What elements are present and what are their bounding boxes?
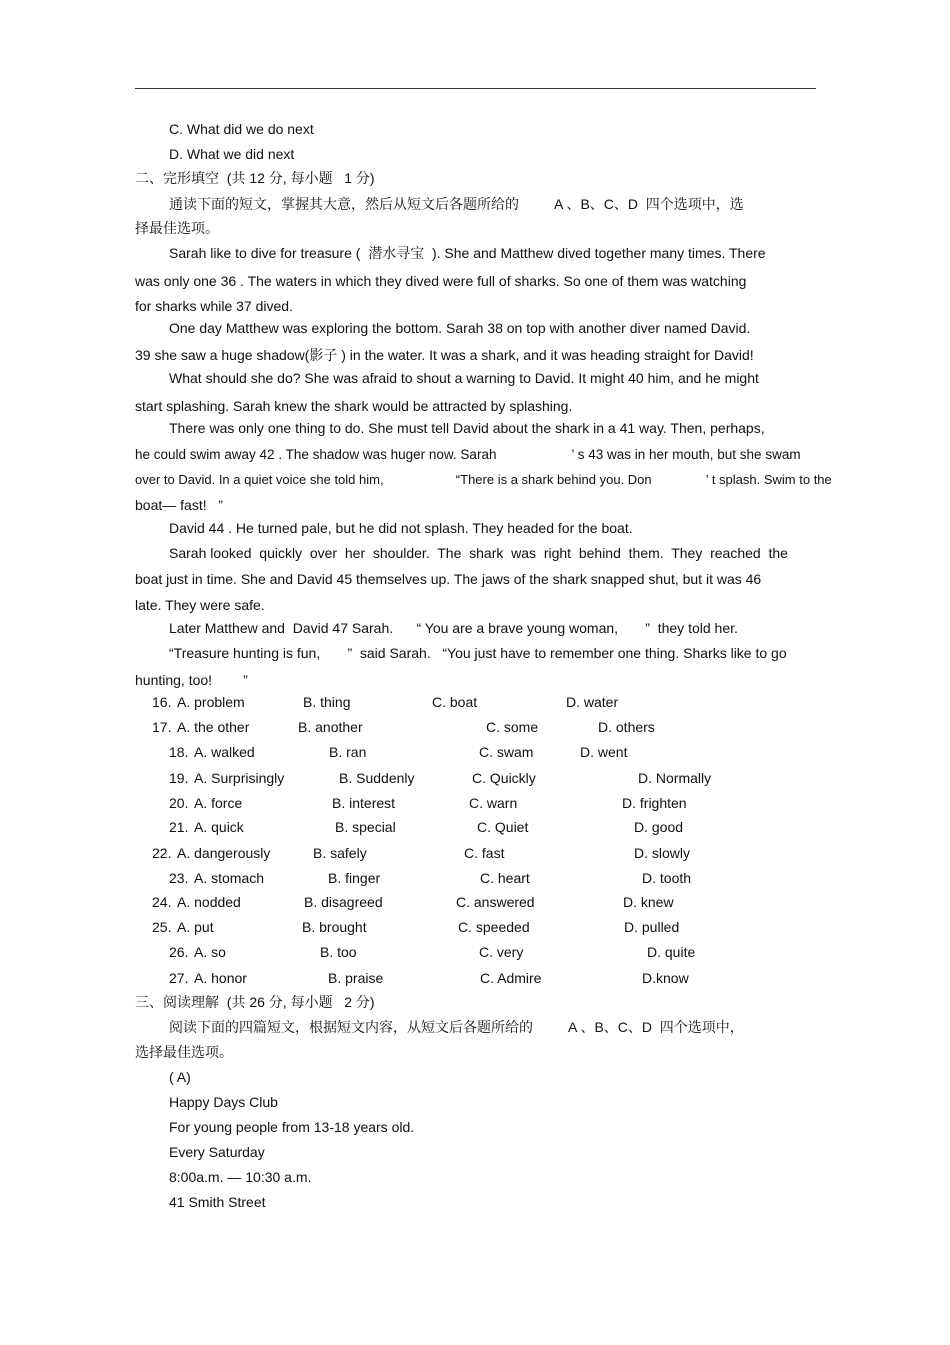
passage-line: for sharks while 37 dived. — [135, 298, 293, 314]
option-d: D. knew — [623, 894, 674, 910]
option-b: B. thing — [303, 694, 351, 710]
option-b: B. too — [320, 944, 357, 960]
option-b: B. another — [298, 719, 363, 735]
option-b: B. interest — [332, 795, 396, 811]
option-d: D. frighten — [622, 795, 687, 811]
question-number: 23. — [169, 870, 189, 886]
passage-line: late. They were safe. — [135, 597, 265, 613]
question-number: 22. — [152, 845, 172, 861]
header-rule — [135, 88, 816, 89]
option-b: B. praise — [328, 970, 384, 986]
option-d: D. Normally — [638, 770, 712, 786]
option-d: D.know — [642, 970, 689, 986]
option-c: C. boat — [432, 694, 478, 710]
question-number: 26. — [169, 944, 189, 960]
option-b: B. brought — [302, 919, 367, 935]
option-c: C. some — [486, 719, 539, 735]
passage-line: “Treasure hunting is fun, ” said Sarah. “You just have to remember one thing. Sharks like to go — [169, 645, 787, 661]
option-a: A. nodded — [177, 894, 241, 910]
passage-line: over to David. In a quiet voice she told him, “There is a shark behind you. Don ’ t splash. Swim to the — [135, 472, 832, 487]
question-number: 25. — [152, 919, 172, 935]
option-d: D. tooth — [642, 870, 692, 886]
option-c: C. Quiet — [477, 819, 529, 835]
option-d: D. water — [566, 694, 619, 710]
question-row — [0, 969, 950, 987]
passage-line: 39 she saw a huge shadow(影子 ) in the water. It was a shark, and it was heading straight for David! — [135, 347, 754, 363]
passage-line: Later Matthew and David 47 Sarah. “ You are a brave young woman, ” they told her. — [169, 620, 738, 636]
club-address: 41 Smith Street — [169, 1194, 266, 1210]
option-a: A. honor — [194, 970, 247, 986]
question-number: 20. — [169, 795, 189, 811]
passage-line: hunting, too! ” — [135, 672, 248, 688]
option-a: A. problem — [177, 694, 245, 710]
option-a: A. so — [194, 944, 226, 960]
option-b: B. finger — [328, 870, 381, 886]
option-c: C. very — [479, 944, 524, 960]
question-row — [0, 794, 950, 812]
option-a: A. stomach — [194, 870, 265, 886]
passage-line: David 44 . He turned pale, but he did not splash. They headed for the boat. — [169, 520, 633, 536]
passage-line: What should she do? She was afraid to shout a warning to David. It might 40 him, and he might — [169, 370, 759, 386]
option-c: C. Admire — [480, 970, 542, 986]
option-a: A. Surprisingly — [194, 770, 285, 786]
question-number: 24. — [152, 894, 172, 910]
passage-line: Sarah looked quickly over her shoulder. The shark was right behind them. They reached the — [169, 545, 788, 561]
question-row — [0, 693, 950, 711]
option-d: D. good — [634, 819, 684, 835]
option-d: D. pulled — [624, 919, 680, 935]
option-c: C. heart — [480, 870, 530, 886]
club-name: Happy Days Club — [169, 1094, 278, 1110]
option-a: A. quick — [194, 819, 244, 835]
club-time: 8:00a.m. — 10:30 a.m. — [169, 1169, 312, 1185]
passage-line: boat— fast! ” — [135, 497, 223, 513]
option-d: D. others — [598, 719, 655, 735]
passage-line: Sarah like to dive for treasure ( 潜水寻宝 ). She and Matthew dived together many times. There — [169, 245, 766, 261]
question-row — [0, 918, 950, 936]
option-b: B. ran — [329, 744, 367, 760]
question-row — [0, 943, 950, 961]
passage-line: boat just in time. She and David 45 themselves up. The jaws of the shark snapped shut, but it was 46 — [135, 571, 762, 587]
prev-option-d: D. What we did next — [169, 146, 295, 162]
question-row — [0, 893, 950, 911]
section3-instruction-cont: 选择最佳选项。 — [135, 1044, 233, 1060]
option-d: D. went — [580, 744, 628, 760]
section2-instruction: 通读下面的短文，掌握其大意，然后从短文后各题所给的 A 、B、C、D 四个选项中，选 — [169, 196, 744, 212]
option-c: C. Quickly — [472, 770, 536, 786]
club-audience: For young people from 13-18 years old. — [169, 1119, 415, 1135]
section2-heading: 二、完形填空 (共 12 分, 每小题 1 分) — [135, 170, 375, 186]
section3-heading: 三、阅读理解 (共 26 分, 每小题 2 分) — [135, 994, 375, 1010]
question-number: 17. — [152, 719, 172, 735]
option-c: C. warn — [469, 795, 518, 811]
option-d: D. slowly — [634, 845, 691, 861]
passage-line: was only one 36 . The waters in which they dived were full of sharks. So one of them was watching — [135, 273, 747, 289]
question-number: 19. — [169, 770, 189, 786]
option-c: C. fast — [464, 845, 505, 861]
option-a: A. put — [177, 919, 214, 935]
passage-line: There was only one thing to do. She must tell David about the shark in a 41 way. Then, perhaps, — [169, 420, 765, 436]
question-row — [0, 869, 950, 887]
question-row — [0, 844, 950, 862]
question-number: 16. — [152, 694, 172, 710]
part-label: ( A) — [169, 1069, 191, 1085]
option-c: C. speeded — [458, 919, 530, 935]
passage-line: he could swim away 42 . The shadow was huger now. Sarah ’ s 43 was in her mouth, but she swam — [135, 447, 801, 462]
prev-option-c: C. What did we do next — [169, 121, 314, 137]
option-a: A. dangerously — [177, 845, 271, 861]
option-d: D. quite — [647, 944, 696, 960]
option-a: A. force — [194, 795, 243, 811]
section2-instruction-cont: 择最佳选项。 — [135, 220, 219, 236]
option-c: C. swam — [479, 744, 534, 760]
question-row — [0, 718, 950, 736]
passage-line: start splashing. Sarah knew the shark would be attracted by splashing. — [135, 398, 573, 414]
question-row — [0, 769, 950, 787]
question-row — [0, 743, 950, 761]
option-c: C. answered — [456, 894, 535, 910]
club-day: Every Saturday — [169, 1144, 265, 1160]
option-b: B. safely — [313, 845, 367, 861]
option-a: A. the other — [177, 719, 250, 735]
question-number: 27. — [169, 970, 189, 986]
option-b: B. disagreed — [304, 894, 383, 910]
option-b: B. Suddenly — [339, 770, 415, 786]
option-b: B. special — [335, 819, 396, 835]
question-number: 18. — [169, 744, 189, 760]
question-row — [0, 818, 950, 836]
question-number: 21. — [169, 819, 189, 835]
passage-line: One day Matthew was exploring the bottom. Sarah 38 on top with another diver named David. — [169, 320, 751, 336]
section3-instruction: 阅读下面的四篇短文，根据短文内容，从短文后各题所给的 A 、B、C、D 四个选项中， — [169, 1019, 744, 1035]
option-a: A. walked — [194, 744, 255, 760]
